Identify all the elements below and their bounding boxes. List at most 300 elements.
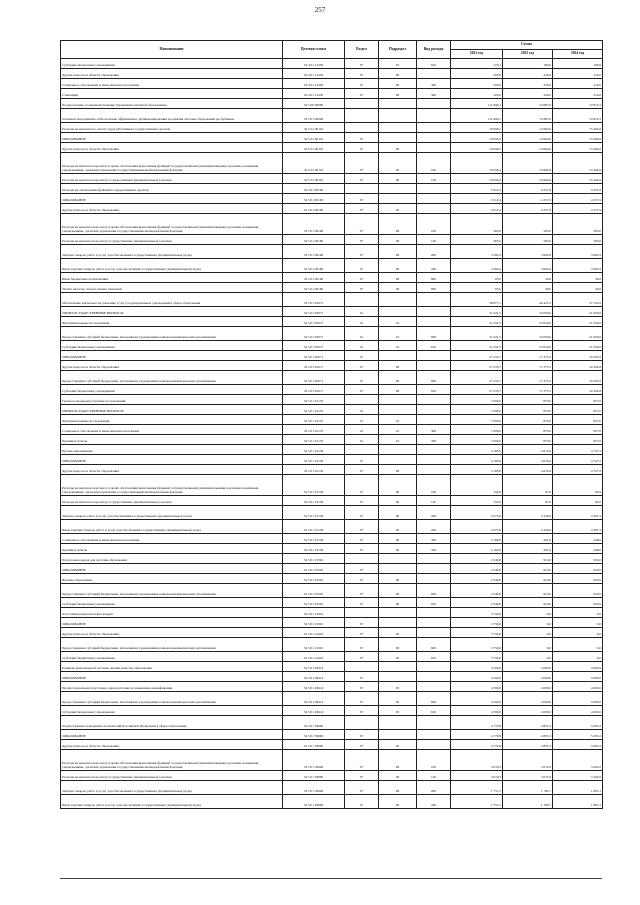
- table-row: [61, 574, 603, 584]
- row-razdel: [345, 608, 379, 618]
- row-vid: [417, 204, 451, 214]
- row-2024: 21 050,0: [553, 317, 603, 327]
- row-2024: 0,0: [553, 618, 603, 628]
- row-2022: 65,0: [451, 283, 503, 293]
- row-2023: 565,0: [503, 235, 553, 245]
- table-row: [61, 123, 603, 133]
- row-code: 34 4 01 21450: [283, 69, 345, 79]
- row-2023: 4 000,0: [503, 672, 553, 682]
- row-vid: [417, 445, 451, 455]
- row-vid: [417, 293, 451, 307]
- row-2022: 4 500,0: [451, 662, 503, 672]
- row-2022: 5 912,4: [451, 204, 503, 214]
- row-2022: 2 540,0: [451, 598, 503, 608]
- row-2022: 4 770,8: [451, 716, 503, 730]
- table-row: [61, 496, 603, 506]
- row-razdel: 01: [345, 307, 379, 317]
- table-row: [61, 598, 603, 608]
- row-2023: 14 994,6: [503, 174, 553, 184]
- bottom-rule: [60, 878, 602, 879]
- row-code: 34 5 01 10361: [283, 564, 345, 574]
- row-2022: 27 235,7: [451, 385, 503, 395]
- table-row: [61, 750, 603, 771]
- row-vid: 600: [417, 584, 451, 598]
- row-name: Обеспечение деятельности (оказание услуг) государственных учреждений в сфере образования: [61, 293, 283, 307]
- row-vid: [417, 730, 451, 740]
- row-podrazdel: 10: [379, 317, 417, 327]
- row-razdel: [345, 554, 379, 564]
- row-code: 34 5 01 05071: [283, 385, 345, 395]
- table-row: [61, 465, 603, 475]
- row-podrazdel: 10: [379, 341, 417, 351]
- row-2023: 0,0: [503, 618, 553, 628]
- row-2024: 4 727,2: [553, 465, 603, 475]
- row-2023: 226,0: [503, 69, 553, 79]
- row-2023: 23 050,0: [503, 317, 553, 327]
- row-name: Субсидии бюджетным учреждениям: [61, 706, 283, 716]
- row-name: Субсидии бюджетным учреждениям: [61, 385, 283, 395]
- row-name: Иные бюджетные ассигнования: [61, 273, 283, 283]
- row-2024: 827,0: [553, 435, 603, 445]
- row-podrazdel: 09: [379, 520, 417, 534]
- row-2023: 74 987,6: [503, 99, 553, 109]
- row-name: Расходы на обеспечение функций государственных органов: [61, 184, 283, 194]
- row-2024: 92,0: [553, 475, 603, 496]
- row-razdel: 07: [345, 618, 379, 628]
- row-2023: 190,0: [503, 59, 553, 69]
- row-name: Предоставление субсидий бюджетным, автономным учреждениям и иным некоммерческим организациям: [61, 327, 283, 341]
- row-2023: 14 994,6: [503, 153, 553, 174]
- row-code: 34 5 01 10361: [283, 598, 345, 608]
- row-razdel: 07: [345, 692, 379, 706]
- table-row: [61, 395, 603, 405]
- row-2024: 214,0: [553, 69, 603, 79]
- row-podrazdel: 10: [379, 415, 417, 425]
- row-2023: 870,0: [503, 395, 553, 405]
- row-2022: 4 500,0: [451, 682, 503, 692]
- row-code: 34 5 01 00190: [283, 194, 345, 204]
- row-2023: 910,0: [503, 598, 553, 608]
- row-vid: 610: [417, 341, 451, 351]
- row-2023: 0,0: [503, 608, 553, 618]
- row-razdel: [345, 123, 379, 133]
- row-2024: 565,0: [553, 235, 603, 245]
- row-razdel: [345, 184, 379, 194]
- row-razdel: 07: [345, 574, 379, 584]
- row-name: Субсидии бюджетным учреждениям: [61, 598, 283, 608]
- row-podrazdel: 09: [379, 771, 417, 781]
- row-podrazdel: 09: [379, 652, 417, 662]
- row-name: Гранты в поддержку научных исследований: [61, 395, 283, 405]
- row-2023: 4 000,0: [503, 682, 553, 692]
- row-podrazdel: 09: [379, 153, 417, 174]
- row-code: 34 5 01 21610: [283, 608, 345, 618]
- row-vid: [417, 317, 451, 327]
- row-2024: 4 000,0: [553, 662, 603, 672]
- table-row: [61, 59, 603, 69]
- table-row: [61, 79, 603, 89]
- row-2024: 37 552,6: [553, 293, 603, 307]
- row-razdel: 01: [345, 341, 379, 351]
- row-vid: [417, 395, 451, 405]
- row-2022: 65,0: [451, 273, 503, 283]
- table-row: [61, 184, 603, 194]
- table-row: [61, 544, 603, 554]
- table-row: [61, 99, 603, 109]
- row-2024: 15 494,6: [553, 123, 603, 133]
- row-name: Другие вопросы в области образования: [61, 143, 283, 153]
- row-2022: 111 690,1: [451, 99, 503, 109]
- row-vid: [417, 662, 451, 672]
- row-2024: 565,0: [553, 214, 603, 235]
- row-2022: 4 500,0: [451, 672, 503, 682]
- row-razdel: 07: [345, 682, 379, 692]
- row-razdel: 01: [345, 435, 379, 445]
- row-2023: 14 994,6: [503, 123, 553, 133]
- row-2024: 4 000,0: [553, 682, 603, 692]
- row-2024: 3 662,9: [553, 259, 603, 273]
- row-code: 34 5 01 10135: [283, 425, 345, 435]
- row-razdel: [345, 293, 379, 307]
- row-2022: 2 160,0: [451, 544, 503, 554]
- row-razdel: [345, 662, 379, 672]
- row-code: 34 5 01 00190: [283, 245, 345, 259]
- row-2023: 4 257,9: [503, 194, 553, 204]
- row-2022: 19 936,2: [451, 123, 503, 133]
- row-2023: 870,0: [503, 405, 553, 415]
- row-2022: 4 183,6: [451, 455, 503, 465]
- row-2024: 30,0: [553, 273, 603, 283]
- row-code: 34 5 01 59900: [283, 740, 345, 750]
- row-vid: 300: [417, 534, 451, 544]
- row-razdel: 07: [345, 59, 379, 69]
- row-2022: 3 750,0: [451, 628, 503, 638]
- row-name: ОБРАЗОВАНИЕ: [61, 133, 283, 143]
- row-vid: [417, 564, 451, 574]
- row-code: 34 5 01 05071: [283, 327, 345, 341]
- row-code: 34 5 01 00110: [283, 153, 345, 174]
- row-vid: 850: [417, 283, 451, 293]
- row-2023: 74 987,6: [503, 109, 553, 123]
- row-razdel: 07: [345, 174, 379, 184]
- row-podrazdel: 09: [379, 534, 417, 544]
- row-razdel: 07: [345, 143, 379, 153]
- row-vid: 240: [417, 520, 451, 534]
- row-razdel: 07: [345, 273, 379, 283]
- row-razdel: 01: [345, 405, 379, 415]
- row-2022: 5 912,4: [451, 194, 503, 204]
- row-vid: 200: [417, 245, 451, 259]
- table-row: [61, 554, 603, 564]
- row-razdel: 07: [345, 245, 379, 259]
- table-row: [61, 520, 603, 534]
- row-name: Социальное обеспечение и иные выплаты населению: [61, 425, 283, 435]
- row-2024: 21 050,0: [553, 341, 603, 351]
- row-2023: 4 000,0: [503, 662, 553, 672]
- row-podrazdel: 09: [379, 795, 417, 809]
- row-name: Премии и гранты: [61, 544, 283, 554]
- row-2022: 2 073,6: [451, 520, 503, 534]
- row-2024: 15 494,6: [553, 174, 603, 184]
- table-row: [61, 415, 603, 425]
- header-summa: Сумма: [451, 41, 603, 50]
- row-vid: [417, 415, 451, 425]
- row-2024: 72 812,5: [553, 99, 603, 109]
- row-podrazdel: 09: [379, 385, 417, 395]
- row-vid: [417, 608, 451, 618]
- row-2022: 5 282,4: [451, 245, 503, 259]
- row-code: 34 5 01 00190: [283, 214, 345, 235]
- row-name: Иные закупки товаров, работ и услуг для обеспечения государственных (муниципальных) нужд: [61, 259, 283, 273]
- table-row: [61, 608, 603, 618]
- row-2022: 4 500,0: [451, 706, 503, 716]
- table-row: [61, 638, 603, 652]
- header-2022: 2022 год: [451, 50, 503, 59]
- row-podrazdel: 09: [379, 245, 417, 259]
- row-podrazdel: [379, 608, 417, 618]
- row-vid: 610: [417, 59, 451, 69]
- row-razdel: 07: [345, 506, 379, 520]
- row-podrazdel: [379, 395, 417, 405]
- table-row: [61, 475, 603, 496]
- row-2023: 4 000,0: [503, 706, 553, 716]
- table-row: [61, 214, 603, 235]
- row-2023: 4 000,0: [503, 692, 553, 706]
- row-name: Иные закупки товаров, работ и услуг для обеспечения государственных (муниципальных) нужд: [61, 520, 283, 534]
- row-code: 34 5 01 28414: [283, 682, 345, 692]
- table-row: [61, 307, 603, 317]
- row-2022: 7 000,0: [451, 435, 503, 445]
- row-2022: 320,0: [451, 89, 503, 99]
- row-2024: 3 202,0: [553, 771, 603, 781]
- row-2023: 23 050,0: [503, 341, 553, 351]
- row-name: Социальное обеспечение и иные выплаты населению: [61, 534, 283, 544]
- page-number: 257: [314, 6, 326, 14]
- row-2023: 4 257,9: [503, 204, 553, 214]
- row-2023: 226,0: [503, 89, 553, 99]
- row-2023: 87,0: [503, 475, 553, 496]
- row-vid: 200: [417, 506, 451, 520]
- row-podrazdel: 10: [379, 435, 417, 445]
- row-podrazdel: [379, 716, 417, 730]
- row-podrazdel: 09: [379, 496, 417, 506]
- row-code: 34 5 01 21610: [283, 618, 345, 628]
- table-row: [61, 283, 603, 293]
- row-code: 34 5 01 00110: [283, 174, 345, 184]
- row-podrazdel: [379, 351, 417, 361]
- row-2022: 4 500,0: [451, 692, 503, 706]
- row-vid: 120: [417, 496, 451, 506]
- row-2022: 31 641,5: [451, 341, 503, 351]
- row-razdel: 07: [345, 598, 379, 608]
- row-razdel: 07: [345, 79, 379, 89]
- budget-table: [60, 40, 603, 809]
- row-2022: 58 877,1: [451, 293, 503, 307]
- table-row: [61, 405, 603, 415]
- row-code: 34 5 01 10135: [283, 405, 345, 415]
- table-row: [61, 69, 603, 79]
- row-2022: 31 641,5: [451, 317, 503, 327]
- row-razdel: 07: [345, 69, 379, 79]
- row-code: 34 4 01 21450: [283, 89, 345, 99]
- row-name: Расходы на выплаты персоналу государственных (муниципальных) органов: [61, 771, 283, 781]
- table-row: [61, 692, 603, 706]
- row-razdel: 07: [345, 153, 379, 174]
- row-vid: 350: [417, 435, 451, 445]
- row-name: ОБРАЗОВАНИЕ: [61, 455, 283, 465]
- row-podrazdel: [379, 99, 417, 109]
- row-vid: [417, 405, 451, 415]
- table-row: [61, 327, 603, 341]
- row-podrazdel: 09: [379, 638, 417, 652]
- row-vid: [417, 361, 451, 371]
- header-2023: 2023 год: [503, 50, 553, 59]
- row-vid: 600: [417, 692, 451, 706]
- table-row: [61, 435, 603, 445]
- row-2023: 910,0: [503, 564, 553, 574]
- row-razdel: 07: [345, 351, 379, 361]
- row-podrazdel: 09: [379, 465, 417, 475]
- row-2022: 7 000,0: [451, 395, 503, 405]
- row-2023: 910,0: [503, 554, 553, 564]
- row-podrazdel: 05: [379, 706, 417, 716]
- row-2023: 1 782,7: [503, 781, 553, 795]
- table-row: [61, 204, 603, 214]
- table-row: [61, 795, 603, 809]
- row-code: 34 5 01 00190: [283, 259, 345, 273]
- row-2024: 248,0: [553, 544, 603, 554]
- row-vid: 800: [417, 273, 451, 283]
- row-podrazdel: 06: [379, 574, 417, 584]
- row-code: 34 5 01 59900: [283, 750, 345, 771]
- row-2022: 31 641,5: [451, 327, 503, 341]
- row-2023: 4 674,6: [503, 455, 553, 465]
- row-2024: 196,9: [553, 59, 603, 69]
- row-2023: 17 375,5: [503, 351, 553, 361]
- row-2024: 950,0: [553, 554, 603, 564]
- row-name: Расходы на выплаты персоналу государственных (муниципальных) органов: [61, 496, 283, 506]
- table-row: [61, 628, 603, 638]
- row-2023: 0,0: [503, 638, 553, 652]
- table-row: [61, 293, 603, 307]
- row-2022: 3 750,0: [451, 608, 503, 618]
- row-2022: 2 540,0: [451, 554, 503, 564]
- row-2022: 7 000,0: [451, 405, 503, 415]
- row-2022: 19 936,2: [451, 133, 503, 143]
- row-code: 34 4 01 21450: [283, 59, 345, 69]
- row-2024: 3 202,0: [553, 750, 603, 771]
- header-podrazdel: Подраздел: [379, 41, 417, 59]
- row-2022: 565,0: [451, 214, 503, 235]
- row-2023: 870,0: [503, 435, 553, 445]
- row-code: 34 4 01 21450: [283, 79, 345, 89]
- row-code: 34 5 01 05071: [283, 317, 345, 327]
- row-podrazdel: 09: [379, 475, 417, 496]
- row-razdel: 07: [345, 385, 379, 395]
- row-code: 34 5 01 28414: [283, 692, 345, 706]
- row-2023: 14 994,6: [503, 143, 553, 153]
- row-2022: 111 690,1: [451, 109, 503, 123]
- row-razdel: 07: [345, 628, 379, 638]
- row-2024: 30,0: [553, 283, 603, 293]
- row-2023: 261,0: [503, 544, 553, 554]
- row-code: 34 5 01 10139: [283, 534, 345, 544]
- table-row: [61, 194, 603, 204]
- row-vid: [417, 574, 451, 584]
- row-2022: 19 936,2: [451, 174, 503, 184]
- row-name: Осуществление переданных полномочий Российской Федерации в сфере образования: [61, 716, 283, 730]
- row-2022: 4 770,8: [451, 730, 503, 740]
- row-podrazdel: 09: [379, 506, 417, 520]
- row-2023: 0,0: [503, 628, 553, 638]
- row-podrazdel: 09: [379, 781, 417, 795]
- row-razdel: 07: [345, 520, 379, 534]
- row-podrazdel: 10: [379, 425, 417, 435]
- row-2024: 4 257,9: [553, 204, 603, 214]
- table-row: [61, 317, 603, 327]
- row-2023: 3 072,6: [503, 771, 553, 781]
- row-vid: 100: [417, 750, 451, 771]
- row-2022: 3 750,0: [451, 618, 503, 628]
- row-code: 34 5 01 10139: [283, 544, 345, 554]
- table-row: [61, 371, 603, 385]
- row-2024: 5 003,2: [553, 730, 603, 740]
- row-2023: 87,0: [503, 496, 553, 506]
- row-vid: [417, 455, 451, 465]
- row-2024: 5 003,2: [553, 716, 603, 730]
- row-2024: 214,0: [553, 79, 603, 89]
- row-razdel: [345, 109, 379, 123]
- row-2024: 16 502,6: [553, 371, 603, 385]
- row-podrazdel: [379, 730, 417, 740]
- row-2024: 827,0: [553, 425, 603, 435]
- row-razdel: 07: [345, 706, 379, 716]
- row-podrazdel: 05: [379, 692, 417, 706]
- table-row: [61, 740, 603, 750]
- row-name: Субсидии бюджетным учреждениям: [61, 652, 283, 662]
- row-2024: 4 257,9: [553, 184, 603, 194]
- row-name: Предоставление субсидий бюджетным, автономным учреждениям и иным некоммерческим организациям: [61, 638, 283, 652]
- row-razdel: 07: [345, 771, 379, 781]
- row-vid: 600: [417, 327, 451, 341]
- table-row: [61, 706, 603, 716]
- row-razdel: 01: [345, 425, 379, 435]
- row-vid: [417, 143, 451, 153]
- row-name: Фундаментальные исследования: [61, 415, 283, 425]
- row-name: Предоставление субсидий бюджетным, автономным учреждениям и иным некоммерческим организациям: [61, 584, 283, 598]
- header-razdel: Раздел: [345, 41, 379, 59]
- row-podrazdel: 09: [379, 174, 417, 184]
- row-vid: 200: [417, 781, 451, 795]
- row-vid: [417, 716, 451, 730]
- row-2023: 226,0: [503, 79, 553, 89]
- row-podrazdel: 09: [379, 273, 417, 283]
- row-razdel: 07: [345, 781, 379, 795]
- row-razdel: 07: [345, 259, 379, 273]
- row-2022: 7 000,0: [451, 425, 503, 435]
- table-row: [61, 259, 603, 273]
- row-podrazdel: 09: [379, 740, 417, 750]
- row-code: 34 5 01 00190: [283, 184, 345, 194]
- row-code: 34 5 01 05071: [283, 371, 345, 385]
- row-2024: 16 502,6: [553, 361, 603, 371]
- row-code: 34 5 01 59900: [283, 716, 345, 730]
- row-code: 34 5 01 59900: [283, 771, 345, 781]
- row-name: ОБРАЗОВАНИЕ: [61, 194, 283, 204]
- row-name: Высшее образование: [61, 574, 283, 584]
- row-name: Другие вопросы в области образования: [61, 204, 283, 214]
- row-vid: [417, 99, 451, 109]
